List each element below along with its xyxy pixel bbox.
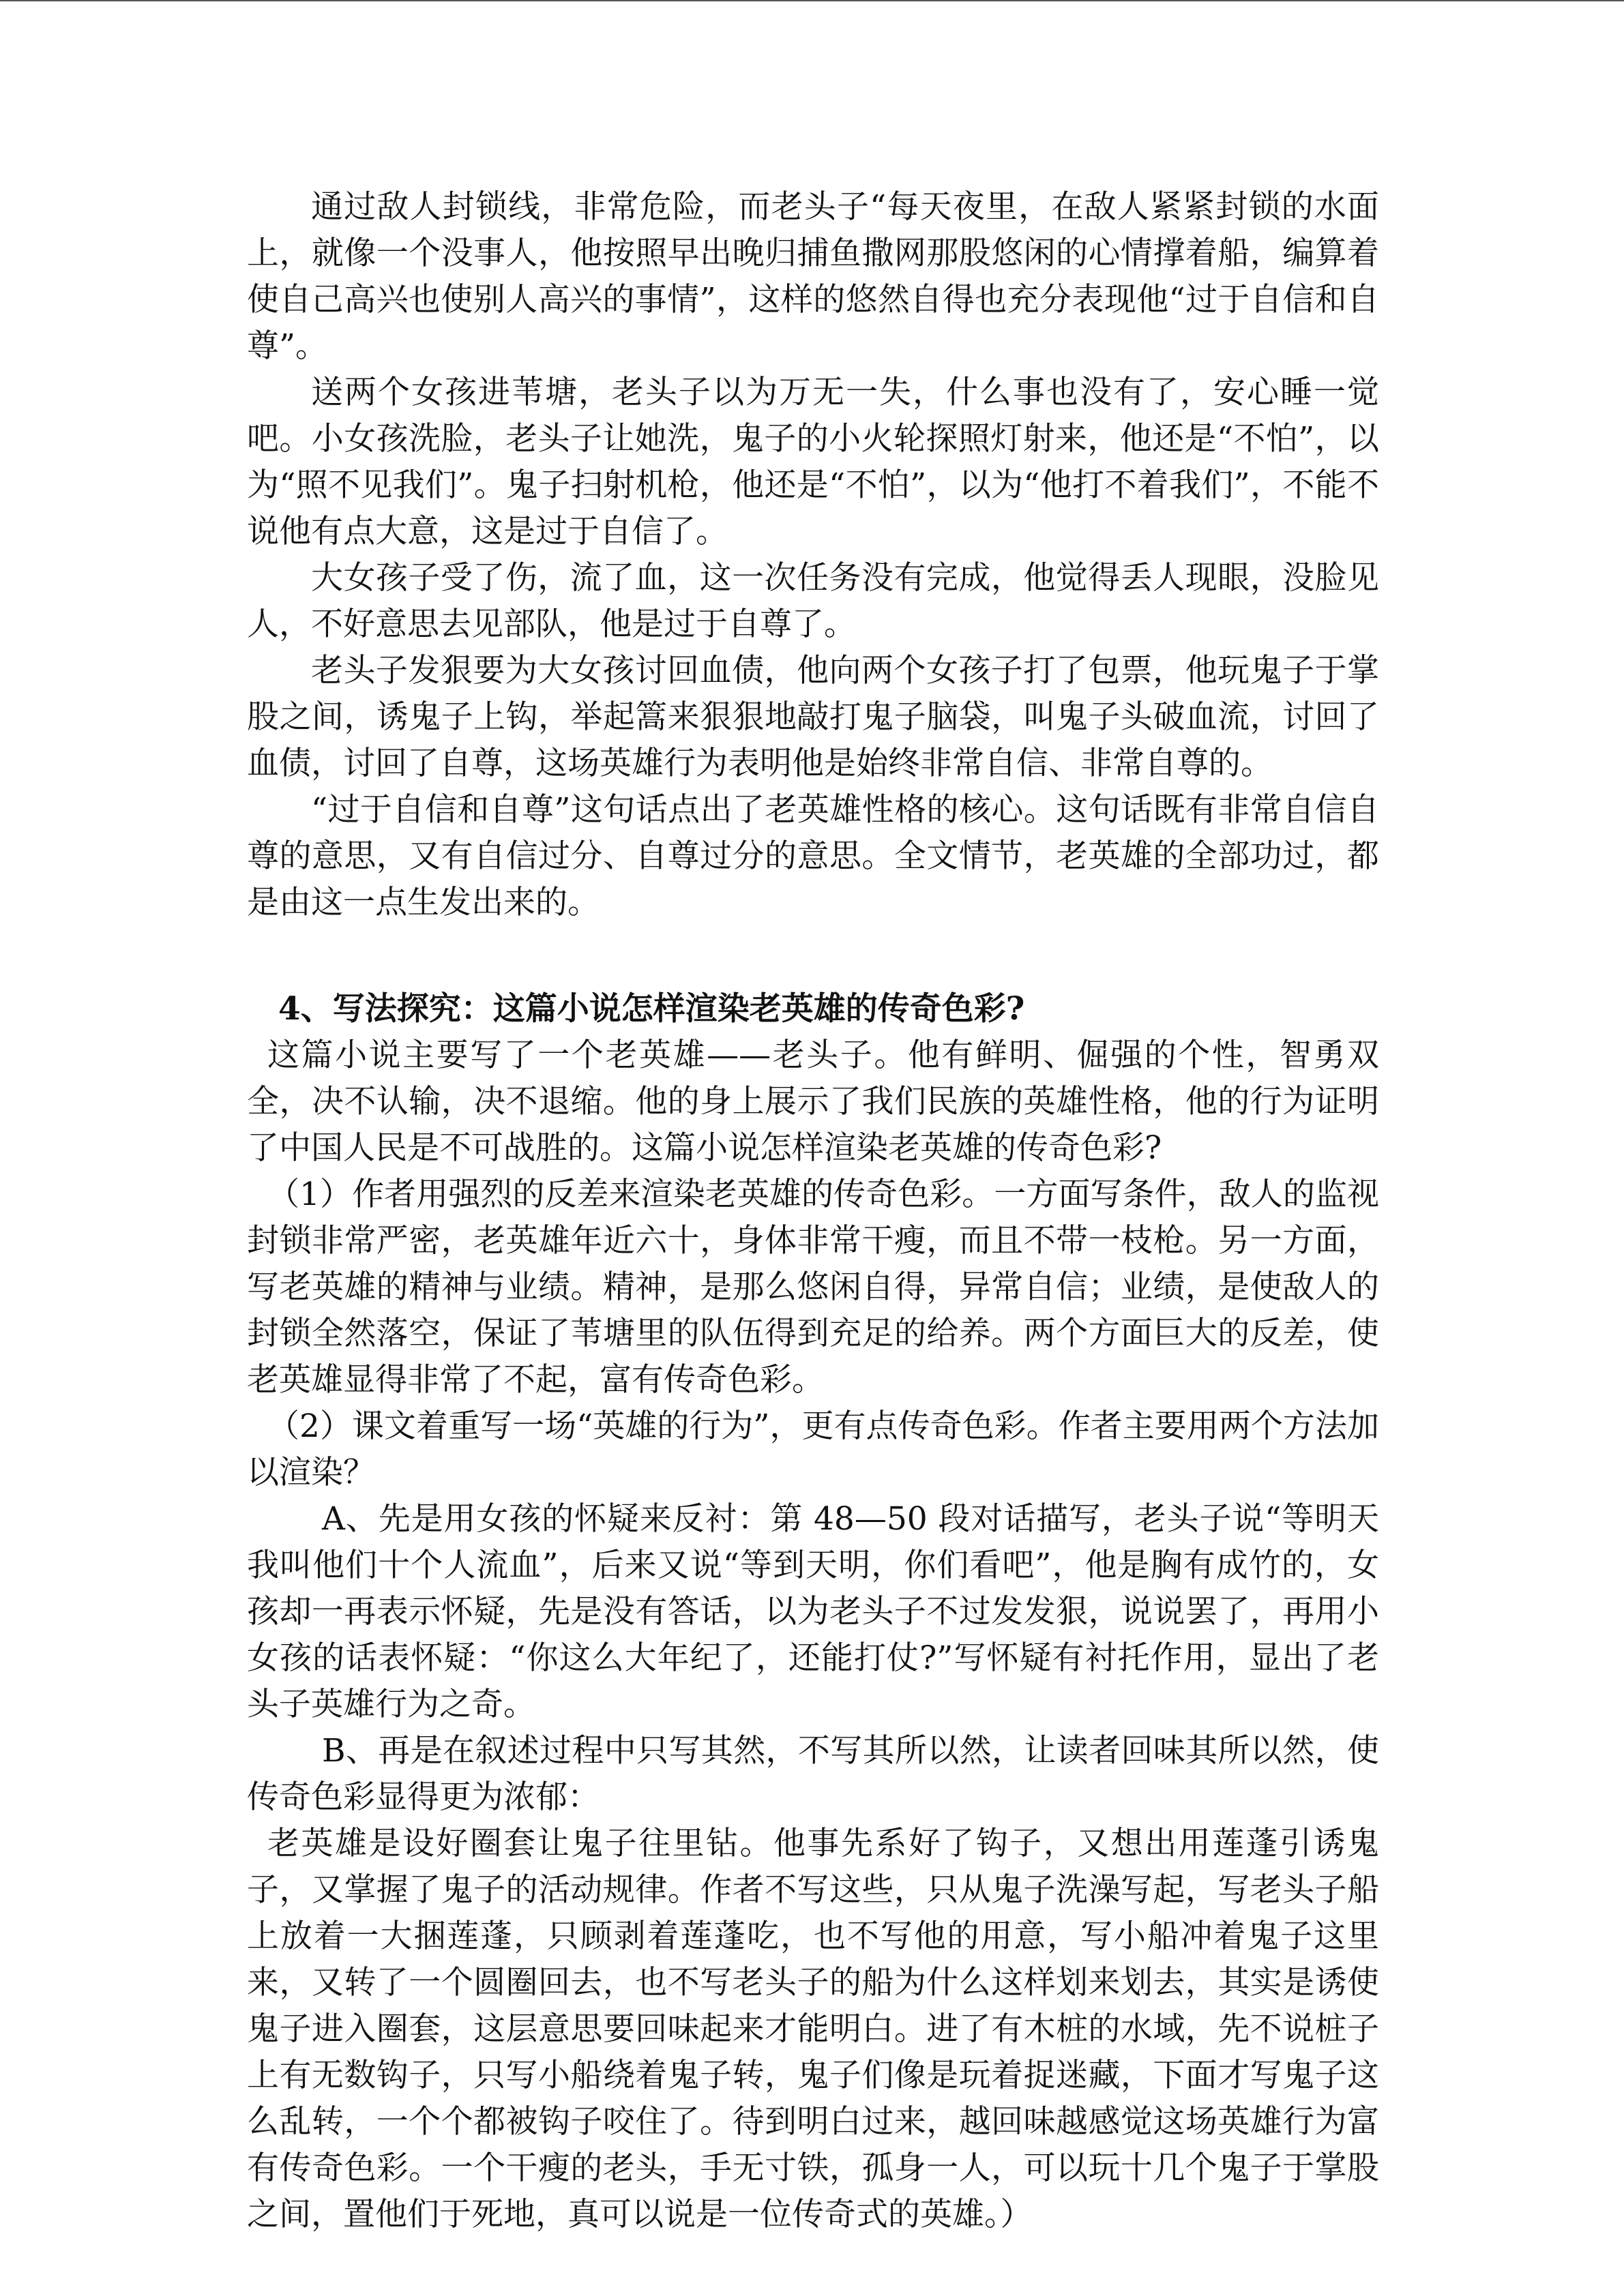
paragraph-revenge: 老头子发狠要为大女孩讨回血债，他向两个女孩子打了包票，他玩鬼子于掌股之间，诱鬼子上钩，举起篙来狠狠地敲打鬼子脑袋，叫鬼子头破血流，讨回了血债，讨回了自尊，这场英雄行为表明他是始终非常自信、非常自尊的。 [247,652,1379,782]
paragraph-night-crossing: 通过敌人封锁线，非常危险，而老头子“每天夜里，在敌人紧紧封锁的水面上，就像一个没事人，他按照早出晚归捕鱼撒网那股悠闲的心情撑着船，编算着使自己高兴也使别人高兴的事情”，这样的悠然自得也充分表现他“过于自信和自尊”。 [247,188,1379,365]
closing-paragraph: 老英雄是设好圈套让鬼子往里钻。他事先系好了钩子，又想出用莲蓬引诱鬼子，又掌握了鬼子的活动规律。作者不写这些，只从鬼子洗澡写起，写老头子船上放着一大捆莲蓬，只顾剥着莲蓬吃，也不写他的用意，写小船冲着鬼子这里来，又转了一个圆圈回去，也不写老头子的船为什么这样划来划去，其实是诱使鬼子进入圈套，这层意思要回味起来才能明白。进了有木桩的水域，先不说桩子上有无数钩子，只写小船绕着鬼子转，鬼子们像是玩着捉迷藏，下面才写鬼子这么乱转，一个个都被钩子咬住了。待到明白过来，越回味越感觉这场英雄行为富有传奇色彩。一个干瘦的老头，手无寸铁，孤身一人，可以玩十几个鬼子于掌股之间，置他们于死地，真可以说是一位传奇式的英雄。） [247,1825,1379,2233]
point-b-implicit: B、再是在叙述过程中只写其然，不写其所以然，让读者回味其所以然，使传奇色彩显得更为浓郁： [247,1732,1379,1816]
point-heroic-act: （2）课文着重写一场“英雄的行为”，更有点传奇色彩。作者主要用两个方法加以渲染？ [247,1407,1379,1491]
point-contrast: （1）作者用强烈的反差来渲染老英雄的传奇色彩。一方面写条件，敌人的监视封锁非常严密，老英雄年近六十，身体非常干瘦，而且不带一枝枪。另一方面，写老英雄的精神与业绩。精神，是那么悠闲自得，异常自信；业绩，是使敌人的封锁全然落空，保证了苇塘里的队伍得到充足的给养。两个方面巨大的反差，使老英雄显得非常了不起，富有传奇色彩。 [247,1176,1379,1399]
section-gap [247,926,1379,986]
section-intro: 这篇小说主要写了一个老英雄——老头子。他有鲜明、倔强的个性，智勇双全，决不认输，决不退缩。他的身上展示了我们民族的英雄性格，他的行为证明了中国人民是不可战胜的。这篇小说怎样渲染老英雄的传奇色彩? [247,1037,1379,1167]
section-heading: 4、写法探究：这篇小说怎样渲染老英雄的传奇色彩? [278,990,1025,1028]
paragraph-girl-injured: 大女孩子受了伤，流了血，这一次任务没有完成，他觉得丢人现眼，没脸见人，不好意思去见部队，他是过于自尊了。 [247,559,1379,643]
page-top-border [0,0,1624,1]
paragraph-core-character: “过于自信和自尊”这句话点出了老英雄性格的核心。这句话既有非常自信自尊的意思，又有自信过分、自尊过分的意思。全文情节，老英雄的全部功过，都是由这一点生发出来的。 [247,791,1379,921]
paragraph-sending-girls: 送两个女孩进苇塘，老头子以为万无一失，什么事也没有了，安心睡一觉吧。小女孩洗脸，老头子让她洗，鬼子的小火轮探照灯射来，他还是“不怕”，以为“照不见我们”。鬼子扫射机枪，他还是“不怕”，以为“他打不着我们”，不能不说他有点大意，这是过于自信了。 [247,374,1379,550]
point-a-doubt: A、先是用女孩的怀疑来反衬：第 48—50 段对话描写，老头子说“等明天我叫他们十个人流血”，后来又说“等到天明，你们看吧”，他是胸有成竹的，女孩却一再表示怀疑，先是没有答话，以为老头子不过发发狠，说说罢了，再用小女孩的话表怀疑：“你这么大年纪了，还能打仗?”写怀疑有衬托作用，显出了老头子英雄行为之奇。 [247,1500,1379,1723]
document-body [247,184,1379,2238]
